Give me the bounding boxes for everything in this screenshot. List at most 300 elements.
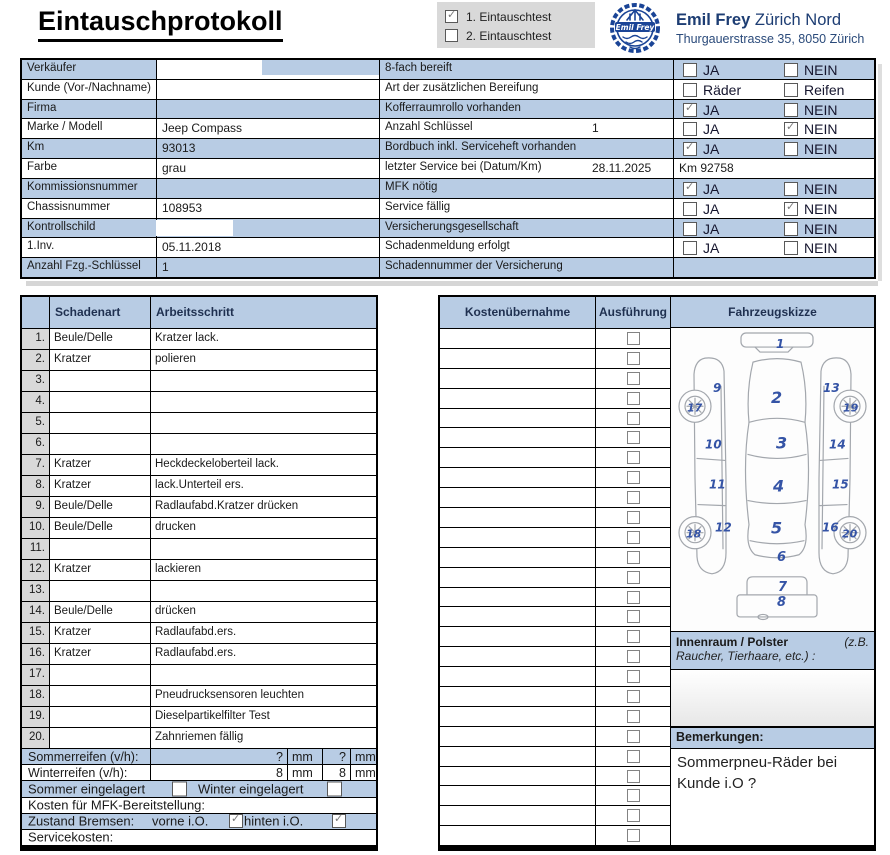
- field-label: Kontrollschild: [22, 219, 156, 238]
- form-row: [22, 218, 874, 238]
- execution-row: [440, 409, 670, 429]
- cost-cell[interactable]: [440, 389, 595, 408]
- execution-cell: [595, 727, 670, 746]
- option-group-no: [784, 181, 837, 197]
- execution-cell: [595, 647, 670, 666]
- option-label: NEIN: [804, 240, 838, 257]
- execution-row: [440, 568, 670, 588]
- execution-checkbox[interactable]: [627, 491, 640, 504]
- cost-cell[interactable]: [440, 627, 595, 646]
- damage-type-cell[interactable]: Beule/Delle: [49, 329, 150, 349]
- execution-cell: [595, 687, 670, 706]
- execution-header-row: [440, 297, 670, 329]
- row-number: 2.: [22, 350, 49, 370]
- field-value[interactable]: [156, 199, 379, 218]
- work-step-cell[interactable]: Radlaufabd.Kratzer drücken: [150, 497, 376, 517]
- condition-label-text: Schadenmeldung erfolgt: [385, 240, 510, 253]
- execution-cell: [595, 786, 670, 805]
- work-step-header: Arbeitsschritt: [150, 297, 376, 328]
- damage-type-cell[interactable]: [49, 413, 150, 433]
- sketch-zone-label: 6: [777, 549, 787, 565]
- damage-row: [22, 560, 376, 581]
- execution-cell: [595, 667, 670, 686]
- damage-type-cell[interactable]: Beule/Delle: [49, 602, 150, 622]
- condition-label: [379, 139, 673, 158]
- option-group-no: [784, 121, 837, 137]
- form-row: [22, 198, 874, 218]
- damage-row: [22, 371, 376, 392]
- work-step-cell[interactable]: [150, 434, 376, 454]
- damage-type-cell[interactable]: Kratzer: [49, 560, 150, 580]
- tire-summer-front-value[interactable]: ?: [150, 749, 287, 764]
- execution-checkbox[interactable]: [627, 412, 640, 425]
- damage-row: [22, 392, 376, 413]
- execution-checkbox[interactable]: [627, 451, 640, 464]
- damage-type-cell[interactable]: Kratzer: [49, 476, 150, 496]
- cost-cell[interactable]: [440, 667, 595, 686]
- service-cost-row: [22, 830, 376, 845]
- condition-options: [673, 119, 874, 138]
- cost-cell[interactable]: [440, 786, 595, 805]
- nein-checkbox[interactable]: [784, 182, 798, 196]
- condition-label-text: MFK nötig: [385, 180, 438, 193]
- ja-checkbox[interactable]: [683, 222, 697, 236]
- field-label: 1.Inv.: [27, 240, 55, 253]
- option-label: NEIN: [804, 220, 838, 237]
- nein-checkbox[interactable]: [784, 222, 798, 236]
- row-number: 15.: [22, 623, 49, 643]
- field-label: Anzahl Fzg.-Schlüssel: [22, 258, 156, 277]
- field-value[interactable]: [156, 258, 379, 277]
- execution-row: [440, 389, 670, 409]
- execution-checkbox[interactable]: [627, 511, 640, 524]
- option-group-yes: [683, 102, 719, 118]
- execution-checkbox[interactable]: [627, 670, 640, 683]
- field-value-text: 108953: [162, 200, 203, 215]
- execution-row: [440, 767, 670, 787]
- execution-checkbox[interactable]: [627, 352, 640, 365]
- option-group-no: [784, 240, 837, 256]
- sketch-zone-label: 18: [686, 527, 702, 541]
- execution-row: [440, 667, 670, 687]
- option-label: JA: [703, 101, 720, 118]
- execution-checkbox[interactable]: [627, 730, 640, 743]
- condition-options: [673, 80, 874, 99]
- option-label: NEIN: [804, 141, 838, 158]
- condition-label: [379, 238, 673, 257]
- ja-checkbox[interactable]: [683, 103, 697, 117]
- execution-checkbox[interactable]: [627, 332, 640, 345]
- option-label: JA: [703, 240, 720, 257]
- sketch-zone-label: 8: [777, 594, 787, 610]
- damage-row: [22, 350, 376, 371]
- test-checkbox[interactable]: [445, 29, 458, 42]
- condition-options: [673, 238, 874, 257]
- damage-type-cell[interactable]: Kratzer: [49, 455, 150, 475]
- tire-summer-rear-value[interactable]: ?: [322, 749, 350, 764]
- damage-row: [22, 602, 376, 623]
- execution-checkbox[interactable]: [627, 551, 640, 564]
- sketch-zone-label: 7: [778, 579, 788, 595]
- form-row: [22, 138, 874, 158]
- damage-type-cell[interactable]: [49, 392, 150, 412]
- execution-columns: [440, 297, 670, 845]
- work-step-cell[interactable]: polieren: [150, 350, 376, 370]
- brakes-front-checkbox[interactable]: [229, 814, 243, 828]
- summer-stored-checkbox[interactable]: [172, 781, 187, 796]
- execution-row: [440, 647, 670, 667]
- option-label: Räder: [703, 81, 742, 98]
- company-block: [676, 11, 864, 46]
- execution-checkbox[interactable]: [627, 392, 640, 405]
- field-label: Marke / Modell: [27, 121, 103, 134]
- work-step-cell[interactable]: [150, 539, 376, 559]
- damage-type-cell[interactable]: [49, 728, 150, 748]
- option-group-yes: [683, 201, 719, 217]
- nein-checkbox[interactable]: [784, 241, 798, 255]
- field-label: Verkäufer: [22, 60, 156, 79]
- tire-brake-section: [22, 749, 376, 845]
- tire-winter-label: Winterreifen (v/h):: [28, 765, 128, 780]
- cost-cell[interactable]: [440, 806, 595, 825]
- execution-checkbox[interactable]: [627, 610, 640, 623]
- nein-checkbox[interactable]: [784, 122, 798, 136]
- sketch-zone-label: 17: [687, 401, 703, 415]
- work-step-cell[interactable]: Kratzer lack.: [150, 329, 376, 349]
- tire-summer-row: [22, 749, 376, 765]
- nein-checkbox[interactable]: [784, 63, 798, 77]
- damage-type-cell[interactable]: [49, 686, 150, 706]
- condition-options: [673, 179, 874, 198]
- form-row: [22, 79, 874, 99]
- option-group-yes: [683, 240, 719, 256]
- execution-checkbox[interactable]: [627, 690, 640, 703]
- field-value[interactable]: [156, 60, 379, 79]
- option-group-yes: [683, 181, 719, 197]
- execution-checkbox[interactable]: [627, 750, 640, 763]
- execution-checkbox[interactable]: [627, 710, 640, 723]
- condition-label-text: Art der zusätzlichen Bereifung: [385, 81, 539, 94]
- work-step-cell[interactable]: lack.Unterteil ers.: [150, 476, 376, 496]
- nein-checkbox[interactable]: [784, 103, 798, 117]
- execution-row: [440, 826, 670, 845]
- summer-stored-label: Sommer eingelagert: [28, 781, 146, 797]
- condition-label-text: letzter Service bei (Datum/Km): [385, 161, 542, 174]
- condition-label-text: Service fällig: [385, 200, 451, 213]
- cost-cell[interactable]: [440, 747, 595, 766]
- test-checkbox[interactable]: [445, 10, 458, 23]
- brakes-row: [22, 814, 376, 830]
- cost-cell[interactable]: [440, 329, 595, 348]
- cost-cell[interactable]: [440, 468, 595, 487]
- sketch-zone-label: 14: [829, 437, 846, 452]
- option-group-no: [784, 82, 844, 98]
- brakes-rear-checkbox[interactable]: [332, 814, 346, 828]
- work-step-cell[interactable]: drücken: [150, 602, 376, 622]
- execution-cell: [595, 409, 670, 428]
- work-step-cell[interactable]: [150, 665, 376, 685]
- execution-cell: [595, 548, 670, 567]
- damage-row: [22, 434, 376, 455]
- work-step-cell[interactable]: lackieren: [150, 560, 376, 580]
- work-step-cell[interactable]: Pneudrucksensoren leuchten: [150, 686, 376, 706]
- execution-table: [438, 295, 876, 851]
- remarks-note[interactable]: Sommerpneu-Räder bei Kunde i.O ?: [677, 754, 838, 792]
- brakes-rear-label: hinten i.O.: [244, 813, 304, 829]
- interior-notes-area[interactable]: [671, 670, 874, 728]
- damage-type-cell[interactable]: Kratzer: [49, 644, 150, 664]
- field-value[interactable]: [156, 139, 379, 158]
- damage-type-cell[interactable]: Kratzer: [49, 350, 150, 370]
- execution-cell: [595, 508, 670, 527]
- execution-checkbox[interactable]: [627, 829, 640, 842]
- ja-checkbox[interactable]: [683, 182, 697, 196]
- row-number: 18.: [22, 686, 49, 706]
- cost-cell[interactable]: [440, 707, 595, 726]
- damage-row: [22, 539, 376, 560]
- sketch-zone-label: 20: [842, 527, 858, 541]
- cost-cell[interactable]: [440, 528, 595, 547]
- cost-cell[interactable]: [440, 548, 595, 567]
- option-label: NEIN: [804, 121, 838, 138]
- sketch-column: [670, 297, 874, 845]
- redaction-block: [156, 220, 233, 236]
- option-label: Reifen: [804, 81, 845, 98]
- ja-checkbox[interactable]: [683, 83, 697, 97]
- cost-cell[interactable]: [440, 826, 595, 845]
- damage-type-cell[interactable]: Beule/Delle: [49, 497, 150, 517]
- sketch-zone-label: 5: [771, 518, 783, 538]
- logo-text: Emil Frey: [615, 23, 655, 32]
- execution-cell: [595, 826, 670, 845]
- cost-cell[interactable]: [440, 607, 595, 626]
- damage-type-cell[interactable]: Kratzer: [49, 623, 150, 643]
- storage-row: [22, 781, 376, 797]
- execution-header: Ausführung: [595, 297, 670, 328]
- work-step-cell[interactable]: [150, 371, 376, 391]
- test-selector: [437, 2, 595, 48]
- field-label: Kunde (Vor-/Nachname): [27, 81, 152, 94]
- sketch-zone-label: 12: [715, 520, 732, 535]
- tire-winter-rear-value[interactable]: 8: [322, 765, 350, 780]
- test-option[interactable]: [445, 7, 595, 26]
- scan-shadow-bottom: [26, 281, 878, 286]
- condition-options: [673, 219, 874, 238]
- damage-row: [22, 413, 376, 434]
- company-name-rest: Zürich Nord: [750, 11, 842, 29]
- work-step-cell[interactable]: [150, 392, 376, 412]
- damage-table-header: [22, 297, 376, 329]
- test-option[interactable]: [445, 26, 595, 45]
- execution-checkbox[interactable]: [627, 809, 640, 822]
- execution-checkbox[interactable]: [627, 531, 640, 544]
- service-note: Km 92758: [679, 161, 734, 176]
- field-value-text: grau: [162, 161, 187, 176]
- row-number: 1.: [22, 329, 49, 349]
- cost-cell[interactable]: [440, 448, 595, 467]
- option-group-no: [784, 141, 837, 157]
- option-label: JA: [703, 200, 720, 217]
- damage-type-cell[interactable]: [49, 539, 150, 559]
- ja-checkbox[interactable]: [683, 202, 697, 216]
- execution-rows: [440, 329, 670, 845]
- option-label: JA: [703, 220, 720, 237]
- row-number: 3.: [22, 371, 49, 391]
- condition-label: [379, 258, 673, 277]
- damage-type-cell[interactable]: [49, 665, 150, 685]
- cost-cell[interactable]: [440, 727, 595, 746]
- cost-cell[interactable]: [440, 488, 595, 507]
- execution-cell: [595, 568, 670, 587]
- option-label: JA: [703, 180, 720, 197]
- row-number: 11.: [22, 539, 49, 559]
- row-number: 5.: [22, 413, 49, 433]
- cost-header: Kostenübernahme: [464, 305, 571, 319]
- field-value[interactable]: [156, 100, 379, 119]
- nein-checkbox[interactable]: [784, 83, 798, 97]
- execution-checkbox[interactable]: [627, 770, 640, 783]
- work-step-cell[interactable]: Heckdeckeloberteil lack.: [150, 455, 376, 475]
- form-row: [22, 60, 874, 79]
- ja-checkbox[interactable]: [683, 241, 697, 255]
- field-value[interactable]: [156, 179, 379, 198]
- option-group-yes: [683, 82, 741, 98]
- winter-stored-checkbox[interactable]: [327, 781, 342, 796]
- cost-cell[interactable]: [440, 647, 595, 666]
- damage-type-cell[interactable]: [49, 581, 150, 601]
- damage-type-cell[interactable]: [49, 434, 150, 454]
- sketch-zone-labels: [686, 337, 859, 610]
- company-address: Thurgauerstrasse 35, 8050 Zürich: [676, 32, 865, 46]
- execution-checkbox[interactable]: [627, 591, 640, 604]
- interior-header: [671, 632, 874, 670]
- field-value[interactable]: [156, 119, 379, 138]
- condition-sub-value: 1: [592, 121, 599, 136]
- damage-type-header: Schadenart: [49, 297, 150, 328]
- cost-cell[interactable]: [440, 349, 595, 368]
- test-option-label: 1. Eintauschtest: [466, 9, 552, 24]
- execution-row: [440, 488, 670, 508]
- row-number: 6.: [22, 434, 49, 454]
- form-row: [22, 158, 874, 178]
- field-value[interactable]: [156, 219, 379, 238]
- row-number: 12.: [22, 560, 49, 580]
- execution-checkbox[interactable]: [627, 471, 640, 484]
- damage-row: [22, 686, 376, 707]
- damage-row: [22, 581, 376, 602]
- execution-cell: [595, 747, 670, 766]
- damage-type-cell[interactable]: [49, 371, 150, 391]
- field-value-text: 05.11.2018: [162, 240, 222, 255]
- condition-label-text: Kofferraumrollo vorhanden: [385, 101, 521, 114]
- field-value[interactable]: [156, 80, 379, 99]
- execution-row: [440, 468, 670, 488]
- execution-row: [440, 588, 670, 608]
- cost-cell[interactable]: [440, 369, 595, 388]
- nein-checkbox[interactable]: [784, 202, 798, 216]
- work-step-cell[interactable]: [150, 581, 376, 601]
- cost-cell[interactable]: [440, 568, 595, 587]
- execution-cell: [595, 627, 670, 646]
- tire-winter-front-value[interactable]: 8: [150, 765, 287, 780]
- sketch-header: Fahrzeugskizze: [671, 297, 874, 328]
- cost-cell[interactable]: [440, 767, 595, 786]
- cost-cell[interactable]: [440, 508, 595, 527]
- execution-cell: [595, 349, 670, 368]
- work-step-cell[interactable]: Radlaufabd.ers.: [150, 644, 376, 664]
- option-label: NEIN: [804, 62, 838, 78]
- mfk-cost-label: Kosten für MFK-Bereitstellung:: [28, 797, 206, 813]
- execution-cell: [595, 528, 670, 547]
- condition-label: [379, 60, 673, 79]
- damage-row: [22, 329, 376, 350]
- ja-checkbox[interactable]: [683, 122, 697, 136]
- work-step-cell[interactable]: Zahnriemen fällig: [150, 728, 376, 748]
- field-value-text: 1: [162, 260, 169, 275]
- field-value-text: 93013: [162, 141, 196, 156]
- execution-row: [440, 707, 670, 727]
- field-value[interactable]: [156, 238, 379, 257]
- condition-sub-value: 28.11.2025: [592, 161, 652, 176]
- condition-label: [379, 119, 673, 138]
- condition-options: [673, 159, 874, 178]
- field-label: Km: [22, 139, 156, 158]
- row-number: 20.: [22, 728, 49, 748]
- ja-checkbox[interactable]: [683, 63, 697, 77]
- damage-type-cell[interactable]: Beule/Delle: [49, 518, 150, 538]
- cost-cell[interactable]: [440, 409, 595, 428]
- sketch-zone-label: 11: [709, 477, 726, 492]
- emil-frey-logo: [606, 1, 664, 57]
- option-label: JA: [703, 121, 720, 138]
- condition-label-text: Bordbuch inkl. Serviceheft vorhanden: [385, 141, 577, 154]
- work-step-cell[interactable]: Radlaufabd.ers.: [150, 623, 376, 643]
- execution-checkbox[interactable]: [627, 650, 640, 663]
- condition-label: [379, 199, 673, 218]
- cost-cell[interactable]: [440, 687, 595, 706]
- execution-checkbox[interactable]: [627, 372, 640, 385]
- test-option-label: 2. Eintauschtest: [466, 28, 552, 43]
- field-value[interactable]: [156, 159, 379, 178]
- damage-table: [20, 295, 378, 851]
- redaction-block: [262, 60, 379, 75]
- option-group-yes: [683, 221, 719, 237]
- work-step-cell[interactable]: drucken: [150, 518, 376, 538]
- execution-checkbox[interactable]: [627, 630, 640, 643]
- execution-checkbox[interactable]: [627, 431, 640, 444]
- sketch-zone-label: 16: [822, 520, 839, 535]
- damage-type-cell[interactable]: [49, 707, 150, 727]
- cost-cell[interactable]: [440, 588, 595, 607]
- execution-row: [440, 607, 670, 627]
- condition-options: [673, 199, 874, 218]
- execution-cell: [595, 588, 670, 607]
- work-step-cell[interactable]: [150, 413, 376, 433]
- tire-summer-label: Sommerreifen (v/h):: [28, 749, 139, 764]
- gear-emblem-icon: [606, 1, 664, 57]
- nein-checkbox[interactable]: [784, 142, 798, 156]
- cost-cell[interactable]: [440, 428, 595, 447]
- sketch-zone-label: 10: [705, 437, 722, 452]
- execution-row: [440, 747, 670, 767]
- execution-row: [440, 548, 670, 568]
- work-step-cell[interactable]: Dieselpartikelfilter Test: [150, 707, 376, 727]
- execution-checkbox[interactable]: [627, 571, 640, 584]
- execution-checkbox[interactable]: [627, 789, 640, 802]
- execution-cell: [595, 468, 670, 487]
- interior-title: Innenraum / Polster: [676, 635, 789, 649]
- ja-checkbox[interactable]: [683, 142, 697, 156]
